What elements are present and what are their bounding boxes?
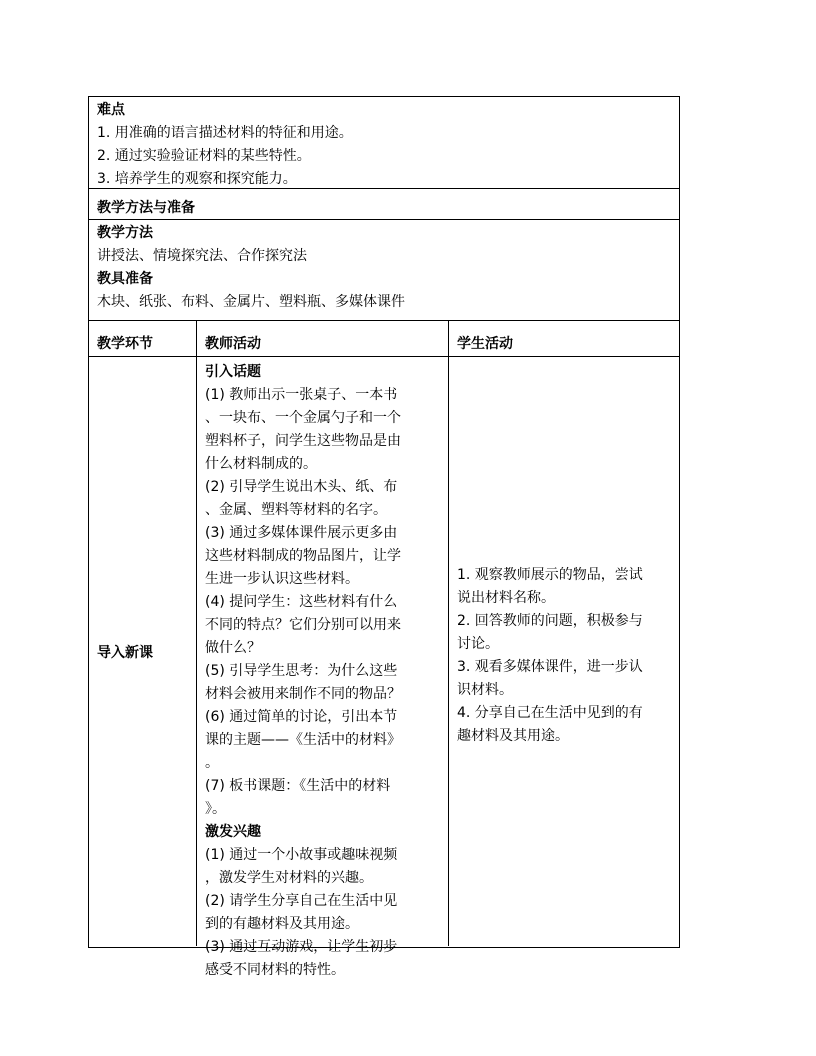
student-item: 3. 观看多媒体课件，进一步认 识材料。 bbox=[457, 659, 643, 698]
tools-text: 木块、纸张、布料、金属片、塑料瓶、多媒体课件 bbox=[97, 294, 405, 310]
tools-title: 教具准备 bbox=[97, 271, 153, 287]
teacher-subtitle: 激发兴趣 bbox=[205, 824, 261, 840]
teacher-item: (7) 板书课题：《生活中的材料 》。 bbox=[205, 778, 391, 817]
column-header-stage: 教学环节 bbox=[89, 321, 197, 356]
difficult-item: 3. 培养学生的观察和探究能力。 bbox=[97, 171, 297, 187]
teacher-activity-cell bbox=[197, 357, 449, 978]
methods-section-title: 教学方法与准备 bbox=[97, 200, 195, 216]
difficult-points-section bbox=[89, 97, 679, 189]
methods-section bbox=[89, 220, 679, 321]
student-item: 1. 观察教师展示的物品，尝试 说出材料名称。 bbox=[457, 567, 643, 606]
teacher-item: (3) 通过多媒体课件展示更多由 这些材料制成的物品图片，让学 生进一步认识这些材料。 bbox=[205, 525, 401, 587]
stage-cell: 导入新课 bbox=[89, 357, 197, 946]
teacher-item: (4) 提问学生：这些材料有什么 不同的特点？它们分别可以用来 做什么？ bbox=[205, 594, 401, 656]
student-activity-cell bbox=[449, 357, 679, 946]
teacher-item: (1) 教师出示一张桌子、一本书 、一块布、一个金属勺子和一个 塑料杯子，问学生这些物品是由 什么材料制成的。 bbox=[205, 387, 401, 472]
difficult-item: 1. 用准确的语言描述材料的特征和用途。 bbox=[97, 125, 353, 141]
student-item: 4. 分享自己在生活中见到的有 趣材料及其用途。 bbox=[457, 705, 643, 744]
teacher-subtitle: 引入话题 bbox=[205, 364, 261, 380]
teacher-item: (1) 通过一个小故事或趣味视频 ，激发学生对材料的兴趣。 bbox=[205, 847, 398, 886]
method-title: 教学方法 bbox=[97, 225, 153, 241]
student-item: 2. 回答教师的问题，积极参与 讨论。 bbox=[457, 613, 643, 652]
teacher-item: (2) 请学生分享自己在生活中见 到的有趣材料及其用途。 bbox=[205, 893, 398, 932]
teacher-item: (6) 通过简单的讨论，引出本节 课的主题——《生活中的材料》 。 bbox=[205, 709, 401, 771]
methods-section-header bbox=[89, 189, 679, 220]
column-header-teacher: 教师活动 bbox=[197, 321, 449, 356]
lesson-plan-table bbox=[88, 96, 680, 978]
teacher-item: (3) 通过互动游戏，让学生初步 感受不同材料的特性。 bbox=[205, 939, 398, 978]
method-text: 讲授法、情境探究法、合作探究法 bbox=[97, 248, 307, 264]
table-header-row bbox=[89, 321, 679, 357]
difficult-title: 难点 bbox=[97, 102, 125, 118]
student-activity-list bbox=[457, 564, 671, 748]
column-header-student: 学生活动 bbox=[457, 336, 513, 352]
teacher-item: (5) 引导学生思考：为什么这些 材料会被用来制作不同的物品？ bbox=[205, 663, 401, 702]
difficult-item: 2. 通过实验验证材料的某些特性。 bbox=[97, 148, 311, 164]
teacher-item: (2) 引导学生说出木头、纸、布 、金属、塑料等材料的名字。 bbox=[205, 479, 398, 518]
table-row bbox=[89, 357, 679, 978]
